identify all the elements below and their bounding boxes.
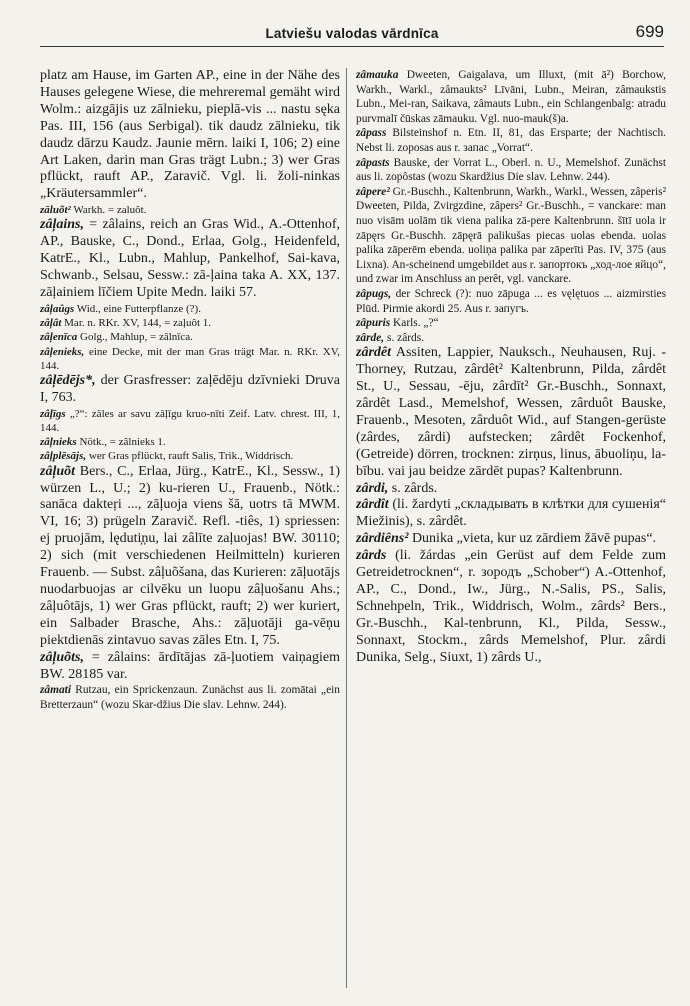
dictionary-entry: [356, 531, 666, 548]
dictionary-entry: [356, 345, 666, 480]
entry-headword: zâļenīca: [40, 331, 78, 344]
entry-text: „?“: zāles ar savu zāļīgu kruo-nīti Zeif. Latv. chrest. III, 1, 144.: [40, 407, 340, 435]
dictionary-entry: [40, 203, 340, 217]
left-column: [40, 68, 340, 994]
entry-text: Wid., eine Futterpflanze (?).: [74, 302, 201, 315]
dictionary-entry: [356, 331, 666, 346]
entry-text: = zâlains, reich an Gras Wid., A.-Ottenhof, AP., Bauske, C., Dond., Erlaa, Golg., Heidenfeld, KatrE., Kl., Lubn., Mahlup, Pankelhof, Sai-kava, Schwanb., Selsau, Sessw.: zā-ļaina taka A. XX, 137. zāļainiem līčiem Upite Medn. laiki 57.: [40, 217, 340, 301]
dictionary-entry: [40, 345, 340, 373]
entry-text: Dweeten, Gaigalava, um Illuxt, (mit ā²) Borchow, Warkh., Warkl., zâmaukts² Līvāni, Lubn., Meiran, zâmaukstis Lubn., Mei-ran, Saikava, zâmauts Lubn., ein Schlangenbalg: atradu purvmalī čūskas zāmauku. Vgl. nuo-mauk(š)a.: [356, 69, 666, 125]
entry-headword: zârdiêns²: [356, 531, 409, 547]
entry-text: s. zârds.: [384, 331, 425, 344]
running-title: Latviešu valodas vārdnīca: [265, 26, 439, 41]
dictionary-entry: [356, 316, 666, 331]
entry-headword: zâļuõts,: [40, 649, 84, 665]
entry-text: s. zârds.: [388, 480, 438, 496]
entry-headword: zâļplēsājs,: [40, 450, 87, 463]
dictionary-entry: [356, 156, 666, 185]
entry-headword: zâļuõt: [40, 463, 76, 479]
entry-text: Warkh. = zaluôt.: [70, 204, 147, 217]
entry-headword: zâļīgs: [40, 407, 66, 420]
entry-headword: zârdêt: [356, 345, 391, 361]
dictionary-entry: [40, 449, 340, 463]
entry-text: Bers., C., Erlaa, Jürg., KatrE., Kl., Sessw., 1) würzen L., U.; 2) ku-rieren U., Frauenb., Nötk.: sanāca dakteŗi ..., zāļuoja viens šā, uotrs tā MWM. VI, 16; 3) prügeln Zaravič. Refl. -tiês, 1) spriessen: ej pruojām, lęduti̦ņu, lai zâlīte zaļuojas! BW. 30110; 2) sich (mit verschiedenen Heilmitteln) kurieren Frauenb. — Subst. zâļuõšana, das Kurieren: zāļuotājs nuodarbuojas ar cilvēku un luopu zâļuošanu Ahs.; zâļuôtājs, 1) wer Gras pflückt, rauft; 2) wer kuriert, ein Salbader Brasche, Ahs.: zāļuotāji ga-vēņu piektdienās zintavuo savas zāles Etn. I, 75.: [40, 463, 340, 648]
entry-headword: zâpass: [356, 127, 387, 140]
entry-text: eine Decke, mit der man Gras trägt Mar. n. RKr. XV, 144.: [40, 345, 340, 372]
page-number: 699: [635, 22, 664, 41]
entry-text: Karls. „?“: [390, 317, 439, 330]
entry-headword: zâpere²: [356, 185, 390, 198]
entry-text: der Schreck (?): nuo zāpuga ... es vęlętuos ... aizmirsties Plūd. Pirmie akordi 25. Aus r. запугъ.: [356, 287, 666, 315]
dictionary-entry: [40, 373, 340, 407]
entry-headword: zâpuris: [356, 317, 391, 330]
entry-headword: zârdi,: [356, 480, 389, 496]
dictionary-entry: [356, 497, 666, 531]
dictionary-entry: [356, 548, 666, 666]
entry-text: der Grasfresser: zaļēdēju dzīvnieki Druva I, 763.: [40, 373, 340, 405]
dictionary-entry: [356, 68, 666, 126]
dictionary-entry: [40, 316, 340, 330]
entry-text: Bilsteinshof n. Etn. II, 81, das Ersparte; der Nachtisch. Nebst li. zoposas aus r. запас „Vorrat“.: [356, 127, 666, 154]
dictionary-entry: [356, 126, 666, 155]
entry-headword: zāluõt²: [40, 204, 71, 217]
entry-text: = zâlains: ārdītājas zā-ļuotiem vaiņagiem BW. 28185 var.: [40, 649, 340, 682]
entry-headword: zâmati: [40, 684, 72, 697]
dictionary-entry: [40, 464, 340, 650]
entry-text: Golg., Mahlup, = zâlnīca.: [77, 331, 193, 344]
entry-text: Mar. n. RKr. XV, 144, = zaļuôt 1.: [61, 317, 212, 330]
entry-headword: zâļnieks: [40, 436, 77, 449]
entry-headword: zârdît: [356, 497, 389, 513]
entry-text: wer Gras pflückt, rauft Salis, Trik., Widdrisch.: [86, 450, 294, 463]
dictionary-entry: [40, 407, 340, 435]
dictionary-entry: [40, 302, 340, 316]
dictionary-entry: [356, 287, 666, 316]
entry-text: Nötk., = zâlnieks 1.: [76, 436, 166, 449]
dictionary-entry: [40, 435, 340, 449]
dictionary-entry: [40, 683, 340, 712]
entry-text: (li. žárdas „ein Gerüst auf dem Felde zum Getreidetrocknen“, r. зородъ „Schober“) A.-Ottenhof, AP., C., Dond., Iw., Jürg., N.-Salis, PS., Salis, Schnehpeln, Trik., Widdrisch, Wolm., zârds² Bers., Gr.-Buschh., Kal-tenbrunn, Kl., Pilda, Sessw., Sonnaxt, Stockm., zârds Memelshof, Plur. zârdi Dunika, Selg., Siuxt, 1) zârds U.,: [356, 548, 666, 665]
entry-headword: zâļât: [40, 317, 62, 330]
entry-headword: zârde,: [356, 331, 385, 344]
right-column: [356, 68, 666, 994]
entry-text: Assiten, Lappier, Nauksch., Neuhausen, Ruj. - Thorney, Rutzau, zârdêt² Kaltenbrunn, Pilda, zârdêt St., U., Sessau, -ēju, zârdīt² Gr.-Buschh., Sonnaxt, zârdêt Lasd., Memelshof, Wessen, zârduôt Bauske, Frauenb., Mesoten, zârduôt Wid., auf Stangen-gerüste (zârdes, zârdi) aufstecken; zârdêt Fockenhof, (Getreide) dörren, trocknen: zirņus, linus, ābuoliņu, la-bību. vai jau beidze zārdēt pupas? Kaltenbrunn.: [356, 345, 666, 479]
dictionary-entry: [356, 185, 666, 287]
entry-text: Gr.-Buschh., Kaltenbrunn, Warkh., Warkl., Wessen, zâperis² Dweeten, Pilda, Zvirgzdine, zâpers² Gr.-Buschh., = vanckare: man nuo visām uolām tik viena palika zā-pere Kaltenbrunn. šītī uola ir zāpęrs Gr.-Buschh. zāpęrā palikušas piecas uolas ebenda. uolas palika zāperēm ebenda. uoliņa palika par zāperīti Pas. IV, 375 (aus Lixna). An-scheinend umgebildet aus r. запортокъ „ход-лое яйцо“, und zwar im Anschluss an perêt, vgl. vanckare.: [356, 185, 666, 286]
dictionary-entry: [40, 650, 340, 684]
dictionary-entry: [40, 330, 340, 344]
entry-text: Rutzau, ein Sprickenzaun. Zunächst aus li. zomātai „ein Bretterzaun“ (wozu Skar-džius Die slav. Lehnw. 244).: [40, 684, 340, 711]
entry-headword: zâpugs,: [356, 287, 392, 300]
entry-headword: zâļains,: [40, 217, 84, 233]
dictionary-entry: [356, 481, 666, 498]
column-divider: [346, 68, 347, 988]
entry-headword: zâpasts: [356, 156, 390, 169]
entry-text: (li. žardyti „складывать в клѣтки для сушенія“ Miežinis), s. zârdêt.: [356, 497, 666, 530]
dictionary-entry: [40, 217, 340, 302]
dictionary-entry: [40, 68, 340, 203]
entry-headword: zâļenieks,: [40, 345, 85, 358]
entry-text: Bauske, der Vorrat L., Oberl. n. U., Memelshof. Zunächst aus li. zopôstas (wozu Skardžius Die slav. Lehnw. 244).: [356, 156, 666, 184]
entry-headword: zâļēdējs*,: [40, 373, 96, 388]
entry-headword: zâļaûgs: [40, 302, 75, 315]
entry-text: Dunika „vieta, kur uz zārdiem žāvē pupas“.: [408, 531, 657, 547]
entry-headword: zâmauka: [356, 69, 399, 81]
entry-headword: zârds: [356, 548, 387, 564]
page-header: [40, 20, 664, 47]
entry-text: platz am Hause, im Garten AP., eine in der Nähe des Hauses gelegene Wiese, die mehreremal gemäht wird Wolm.: aizgājis uz zālnieku, pieplā-vis ... nastu sęka Pas. III, 156 (aus Serbigal). tik daudz zālnieku, tik daudz dārzu Kaudz. Jaunie mērn. laiki I, 106; 2) eine Art Laken, darin man Gras trägt Lubn.; 3) wer Gras pflückt, rauft AP., Zaravič. Vgl. li. žoli-ninkas „Kräutersammler“.: [40, 68, 340, 202]
